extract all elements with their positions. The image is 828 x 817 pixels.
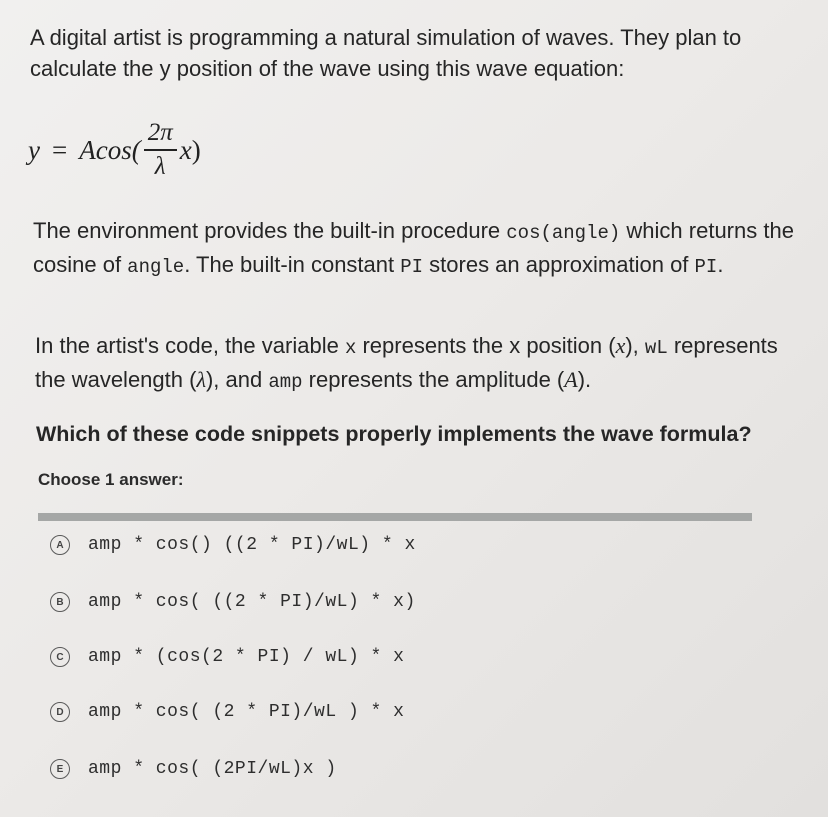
code-cos-angle: cos(angle) bbox=[506, 222, 621, 244]
math-x: x bbox=[615, 333, 626, 358]
text-fragment: The environment provides the built-in procedure bbox=[33, 218, 507, 243]
option-code-a: amp * cos() ((2 * PI)/wL) * x bbox=[88, 535, 416, 555]
formula-numerator: 2π bbox=[147, 119, 173, 146]
text-fragment: ), and bbox=[205, 367, 269, 392]
question-prompt: Which of these code snippets properly implements the wave formula? bbox=[36, 422, 752, 446]
text-fragment: ). bbox=[577, 367, 592, 392]
text-fragment: . The built-in constant bbox=[184, 252, 401, 277]
formula-equals: = bbox=[51, 134, 68, 165]
code-pi: PI bbox=[400, 256, 424, 278]
option-code-e: amp * cos( (2PI/wL)x ) bbox=[88, 759, 337, 779]
problem-intro: A digital artist is programming a natural simulation of waves. They plan to calculate the y position of the wave using this wave equation: bbox=[30, 25, 742, 81]
math-lambda: λ bbox=[196, 367, 206, 392]
code-angle: angle bbox=[127, 256, 185, 278]
math-a: A bbox=[564, 367, 578, 392]
environment-description bbox=[33, 215, 803, 283]
answer-option-c[interactable] bbox=[50, 635, 610, 679]
answer-option-d[interactable] bbox=[50, 690, 610, 734]
code-pi: PI bbox=[694, 256, 718, 278]
option-code-c: amp * (cos(2 * PI) / wL) * x bbox=[88, 647, 405, 667]
choose-label: Choose 1 answer: bbox=[38, 470, 184, 489]
formula-var: x bbox=[179, 134, 192, 165]
text-fragment: ), bbox=[625, 333, 645, 358]
text-fragment: In the artist's code, the variable bbox=[35, 333, 345, 358]
formula-denominator: λ bbox=[154, 153, 166, 180]
answer-option-b[interactable] bbox=[50, 580, 610, 624]
answer-divider bbox=[38, 513, 752, 521]
option-code-b: amp * cos( ((2 * PI)/wL) * x) bbox=[88, 592, 416, 612]
text-fragment: which returns the cosine of bbox=[33, 218, 794, 277]
wave-equation bbox=[28, 110, 201, 190]
text-fragment: represents the x position ( bbox=[356, 333, 616, 358]
option-code-d: amp * cos( (2 * PI)/wL ) * x bbox=[88, 702, 405, 722]
formula-func: Acos( bbox=[79, 134, 141, 165]
answer-option-e[interactable] bbox=[50, 747, 610, 791]
text-fragment: . bbox=[717, 252, 724, 277]
option-radio-c[interactable]: C bbox=[50, 647, 70, 667]
code-x: x bbox=[344, 337, 357, 359]
answer-option-a[interactable] bbox=[50, 523, 610, 567]
text-fragment: stores an approximation of bbox=[423, 252, 695, 277]
option-radio-d[interactable]: D bbox=[50, 702, 70, 722]
formula-close: ) bbox=[191, 134, 201, 165]
code-wl: wL bbox=[644, 337, 668, 359]
formula-fraction bbox=[144, 119, 177, 181]
code-amp: amp bbox=[268, 371, 303, 393]
option-radio-a[interactable]: A bbox=[50, 535, 70, 555]
text-fragment: represents the wavelength ( bbox=[35, 333, 778, 392]
formula-lhs: y bbox=[28, 134, 40, 165]
option-radio-b[interactable]: B bbox=[50, 592, 70, 612]
option-radio-e[interactable]: E bbox=[50, 759, 70, 779]
variables-description bbox=[35, 330, 805, 398]
text-fragment: represents the amplitude ( bbox=[302, 367, 565, 392]
